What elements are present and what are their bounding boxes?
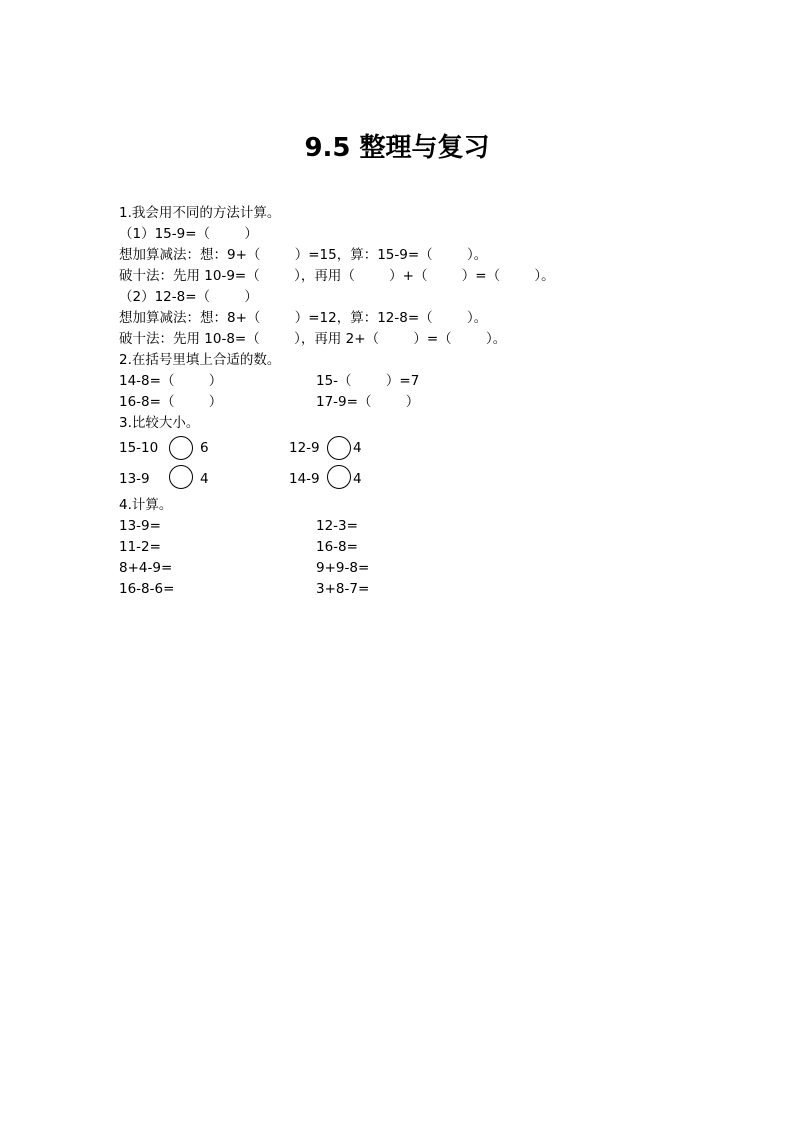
compare-circle[interactable]: [169, 436, 193, 460]
compare-circle[interactable]: [327, 436, 351, 460]
q3-expression: 14-9: [289, 471, 320, 487]
q1-part1-think: 想加算减法：想：9+（ ）=15，算：15-9=（ ）。: [119, 247, 488, 263]
q2-item: 17-9=（ ）: [316, 394, 420, 410]
q4-item: 11-2=: [119, 539, 161, 555]
q4-item: 16-8=: [316, 539, 358, 555]
q4-item: 9+9-8=: [316, 560, 370, 576]
q1-part1-label: （1）15-9=（ ）: [119, 226, 258, 242]
q1-part2-break: 破十法：先用 10-8=（ ），再用 2+（ ）=（ ）。: [119, 331, 507, 347]
q3-expression: 13-9: [119, 471, 150, 487]
page-title: 9.5 整理与复习: [304, 133, 490, 163]
q4-heading: 4.计算。: [119, 497, 173, 513]
q3-value: 4: [200, 471, 209, 487]
q2-item: 14-8=（ ）: [119, 373, 223, 389]
q3-expression: 15-10: [119, 440, 159, 456]
q3-value: 6: [200, 440, 209, 456]
q3-heading: 3.比较大小。: [119, 415, 200, 431]
q1-heading: 1.我会用不同的方法计算。: [119, 205, 281, 221]
q4-item: 13-9=: [119, 518, 161, 534]
q3-value: 4: [353, 471, 362, 487]
q1-part1-break: 破十法：先用 10-9=（ ），再用（ ）+（ ）=（ ）。: [119, 268, 555, 284]
q4-item: 16-8-6=: [119, 581, 175, 597]
compare-circle[interactable]: [327, 465, 351, 489]
q3-value: 4: [353, 440, 362, 456]
q2-item: 15-（ ）=7: [316, 373, 420, 389]
q4-item: 3+8-7=: [316, 581, 370, 597]
q2-item: 16-8=（ ）: [119, 394, 223, 410]
q1-part2-think: 想加算减法：想：8+（ ）=12，算：12-8=（ ）。: [119, 310, 488, 326]
q4-item: 12-3=: [316, 518, 358, 534]
q4-item: 8+4-9=: [119, 560, 173, 576]
q3-expression: 12-9: [289, 440, 320, 456]
compare-circle[interactable]: [169, 465, 193, 489]
q2-heading: 2.在括号里填上合适的数。: [119, 352, 281, 368]
q1-part2-label: （2）12-8=（ ）: [119, 289, 258, 305]
